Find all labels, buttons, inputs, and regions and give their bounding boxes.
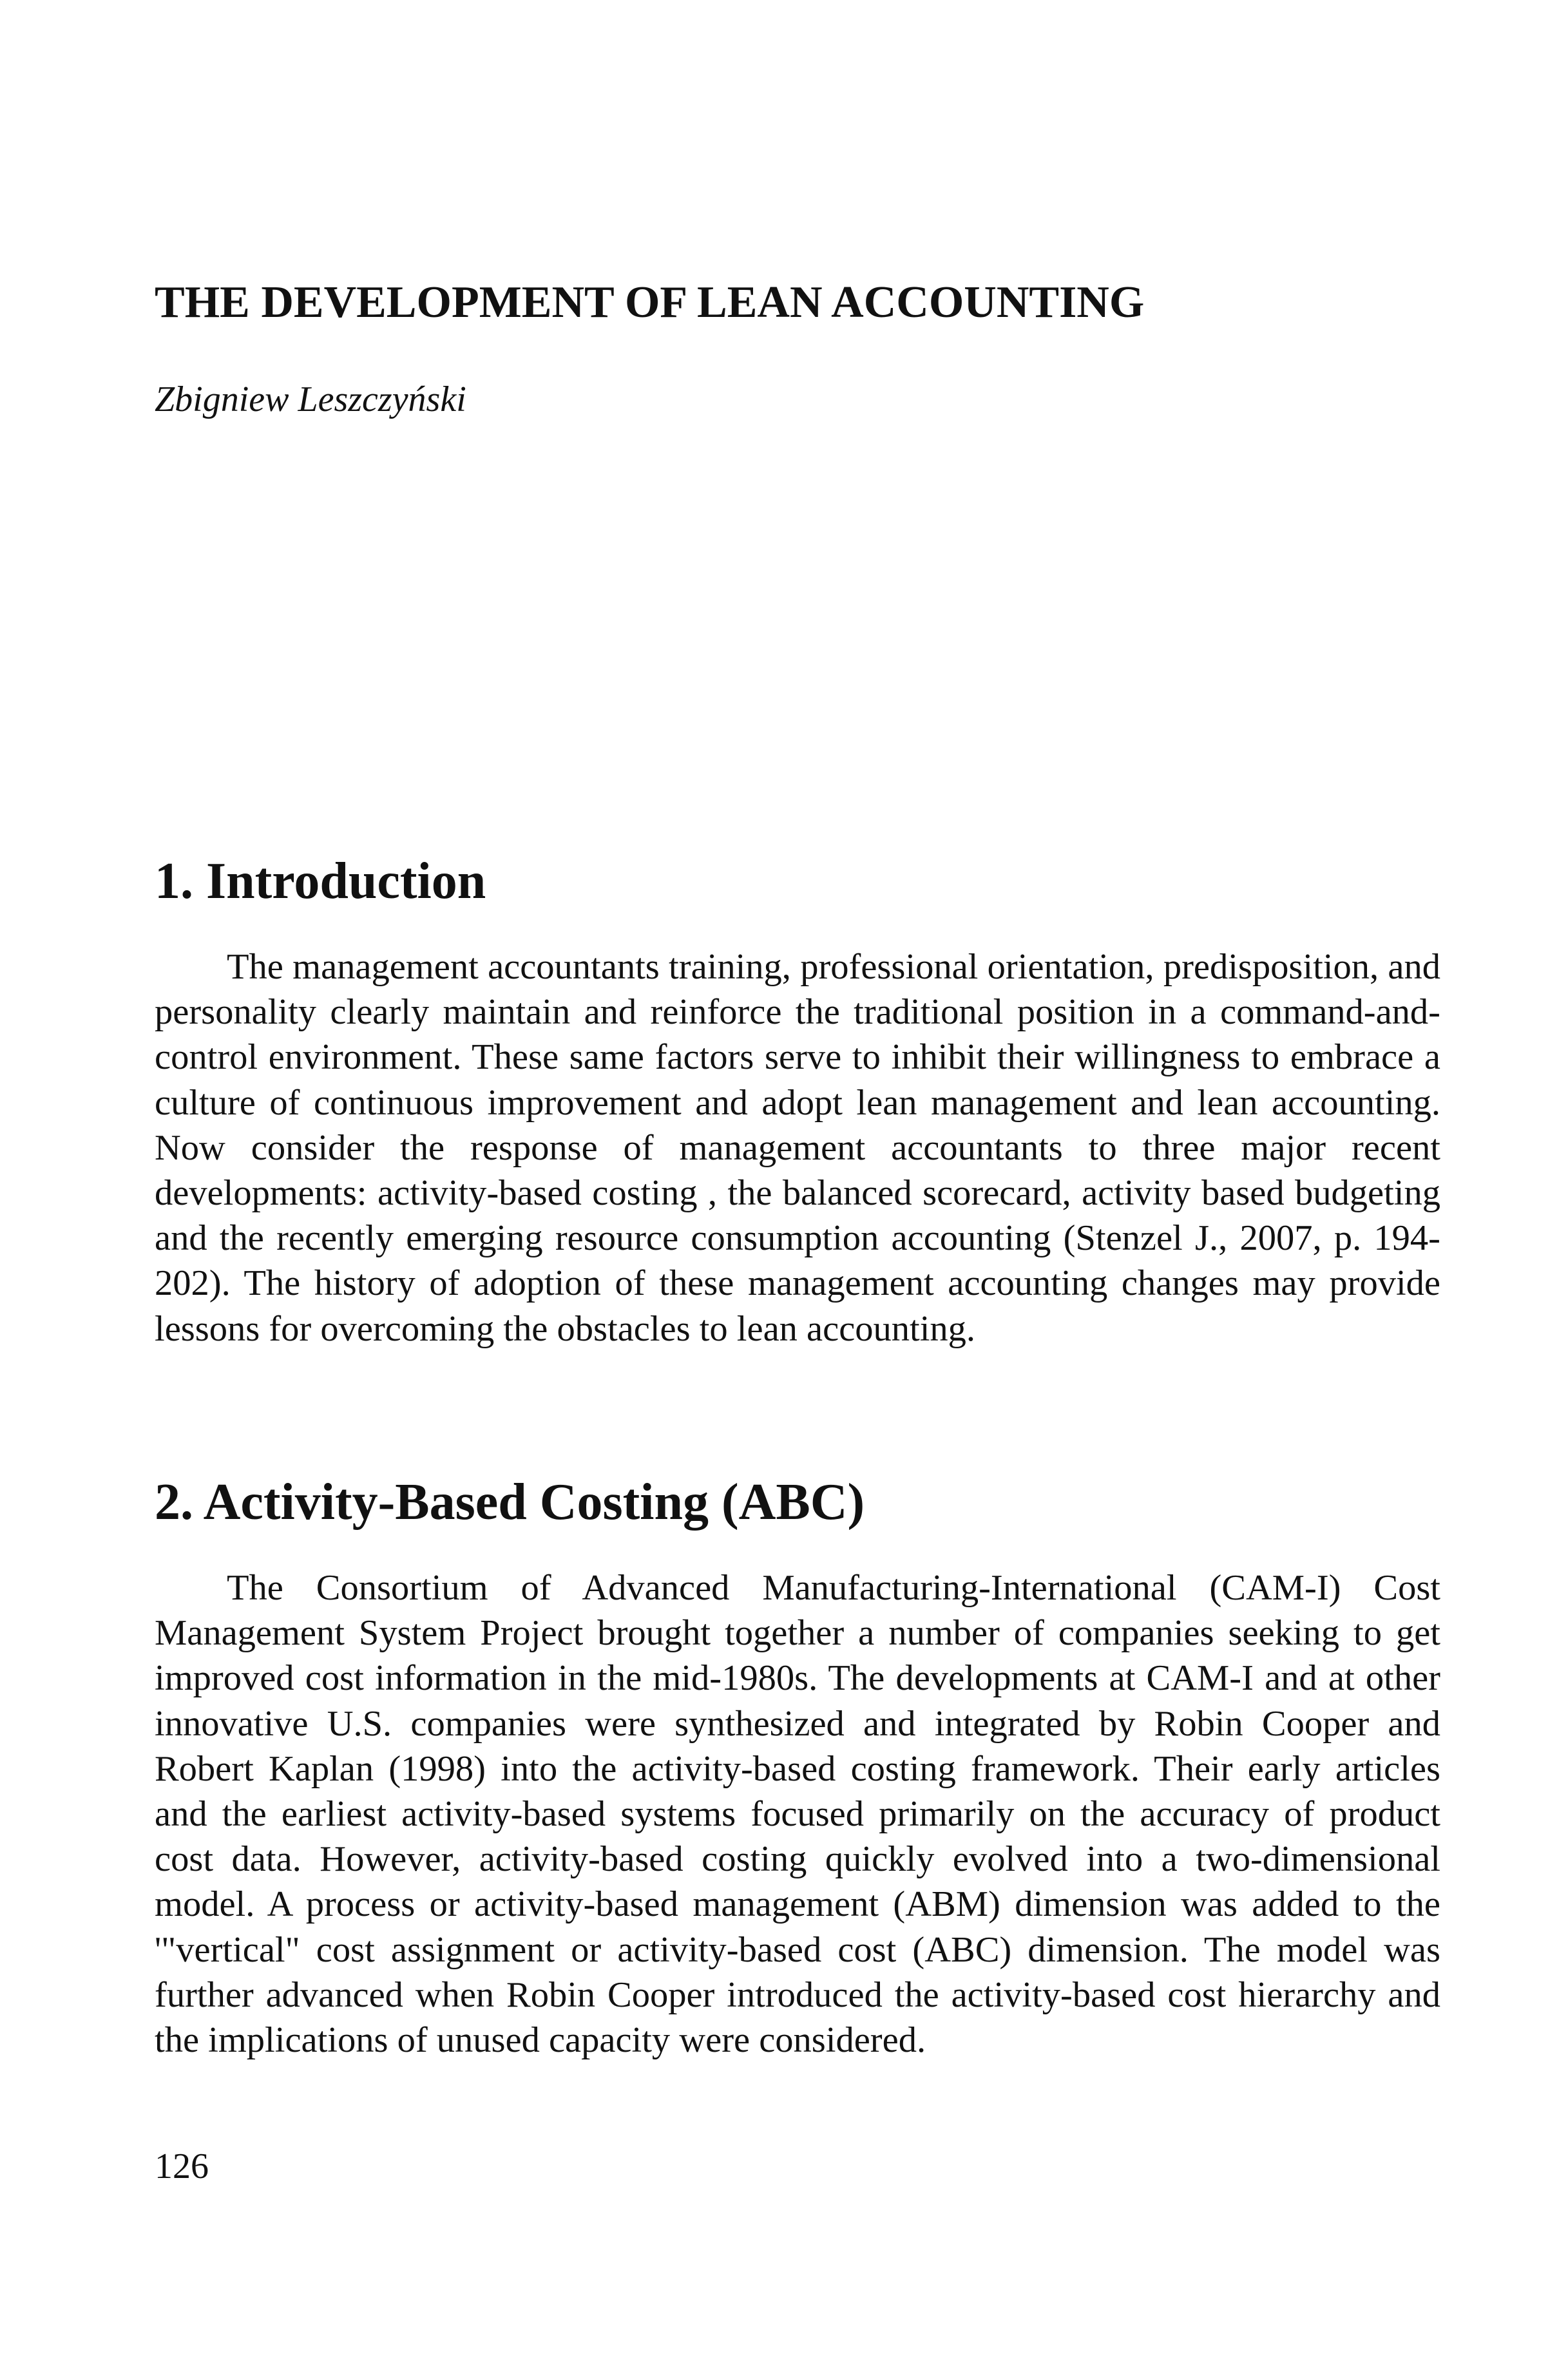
section-heading-introduction: 1. Introduction <box>155 853 486 910</box>
section-heading-abc: 2. Activity-Based Costing (ABC) <box>155 1474 865 1531</box>
paper-title: THE DEVELOPMENT OF LEAN ACCOUNTING <box>155 278 1145 327</box>
section-paragraph-abc: The Consortium of Advanced Manufacturing-International (CAM-I) Cost Management System Project brought together a number of companies seeking to get improved cost information in the mid-1980s. The developments at CAM-I and at other innovative U.S. companies were synthesized and integrated by Robin Cooper and Robert Kaplan (1998) into the activity-based costing framework. Their early articles and the earliest activity-based systems focused primarily on the accuracy of product cost data. However, activity-based costing quickly evolved into a two-dimensional model. A process or activity-based management (ABM) dimension was added to the '"vertical" cost assignment or activity-based cost (ABC) dimension. The model was further advanced when Robin Cooper introduced the activity-based cost hierarchy and the implications of unused capacity were considered. <box>155 1568 1440 2061</box>
author-name: Zbigniew Leszczyński <box>155 379 466 419</box>
section-paragraph-introduction: The management accountants training, professional orientation, predisposition, and personality clearly maintain and reinforce the traditional position in a command-and-control environment. These same factors serve to inhibit their willingness to embrace a culture of continuous improvement and adopt lean management and lean accounting. Now consider the response of management accountants to three major recent developments: activity-based costing , the balanced scorecard, activity based budgeting and the recently emerging resource consumption accounting (Stenzel J., 2007, p. 194-202). The history of adoption of these management accounting changes may provide lessons for overcoming the obstacles to lean accounting. <box>155 947 1440 1349</box>
page-number: 126 <box>155 2146 209 2186</box>
